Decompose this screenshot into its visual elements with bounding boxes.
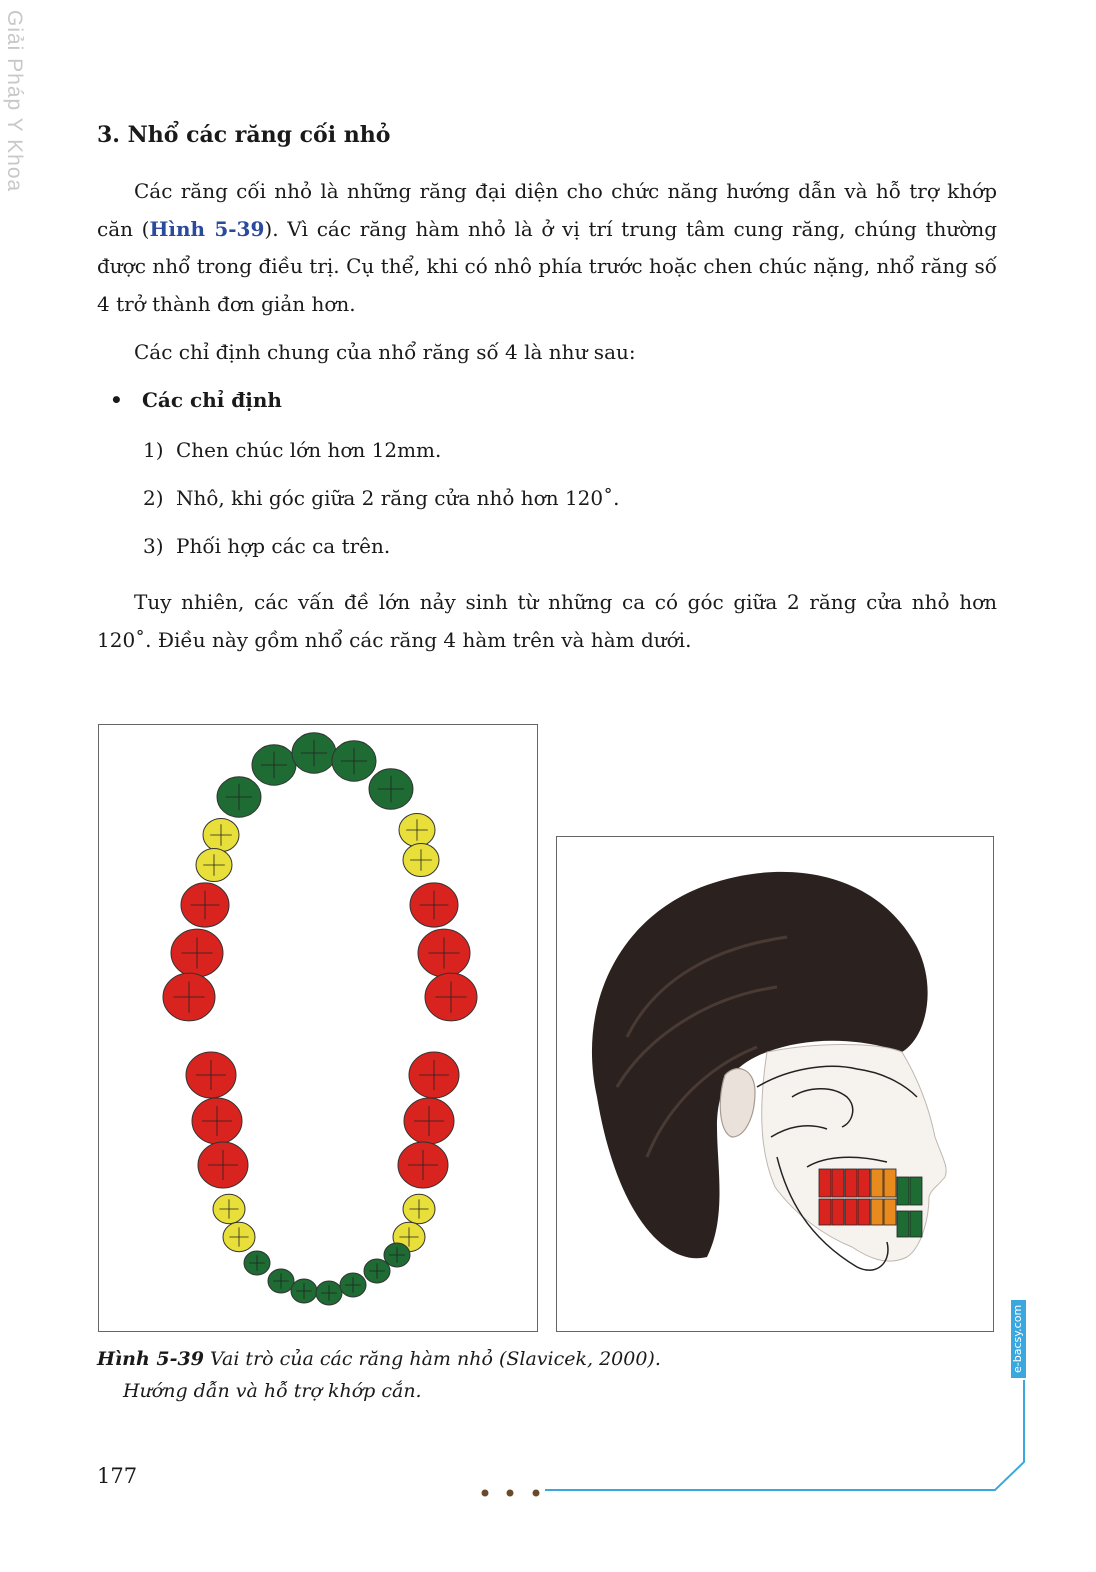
site-tag: e-bacsy.com: [1011, 1300, 1026, 1378]
profile-lower-tooth: [897, 1211, 909, 1237]
profile-lower-tooth: [832, 1199, 844, 1225]
item-text: Nhô, khi góc giữa 2 răng cửa nhỏ hơn 120˚.: [176, 486, 620, 510]
profile-upper-tooth: [871, 1169, 883, 1197]
bullet-label: Các chỉ định: [142, 388, 282, 412]
para1-close: ). Vì các răng hàm nhỏ là ở vị trí trung tâm cung răng, chúng thường được nhổ trong điều trị. Cụ thể, khi có nhô phía trước hoặc chen chúc nặng, nhổ răng số 4 trở thành đơn giản hơn.: [97, 216, 998, 316]
item-text: Chen chúc lớn hơn 12mm.: [176, 438, 442, 462]
para1-open: Các răng cối nhỏ là những răng đại diện cho chức năng hướng dẫn và hỗ trợ khớp căn (: [97, 179, 997, 241]
figure-caption: [97, 1343, 661, 1407]
profile-lower-tooth: [910, 1211, 922, 1237]
side-brand-watermark: Giải Pháp Y Khoa: [3, 10, 26, 193]
profile-lower-tooth: [819, 1199, 831, 1225]
profile-upper-tooth: [884, 1169, 896, 1197]
dot-decoration: [507, 1490, 514, 1497]
item-number: 1): [143, 438, 164, 462]
caption-line-2: Hướng dẫn và hỗ trợ khớp cắn.: [123, 1380, 422, 1402]
caption-label: Hình 5-39: [97, 1348, 204, 1370]
profile-upper-tooth: [832, 1169, 844, 1197]
head-profile-illustration: [557, 837, 992, 1330]
figure-reference-link[interactable]: Hình 5-39: [149, 216, 265, 241]
indication-item: [143, 438, 441, 462]
item-number: 3): [143, 534, 164, 558]
head-profile-figure: [556, 836, 994, 1332]
profile-upper-tooth: [819, 1169, 831, 1197]
indications-bullet: [110, 388, 282, 412]
item-number: 2): [143, 486, 164, 510]
profile-lower-tooth: [884, 1199, 896, 1225]
indication-item: [143, 486, 619, 510]
ear-shape: [720, 1069, 755, 1137]
bullet-dot: •: [110, 388, 123, 412]
dot-decoration: [482, 1490, 489, 1497]
page-number: 177: [97, 1464, 138, 1488]
paragraph-indications-intro: Các chỉ định chung của nhổ răng số 4 là như sau:: [134, 340, 636, 364]
indication-item: [143, 534, 390, 558]
caption-text: Vai trò của các răng hàm nhỏ (Slavicek, 2000).: [203, 1348, 661, 1370]
profile-lower-tooth: [871, 1199, 883, 1225]
profile-upper-tooth: [910, 1177, 922, 1205]
profile-upper-tooth: [845, 1169, 857, 1197]
section-heading: 3. Nhổ các răng cối nhỏ: [97, 122, 391, 148]
profile-upper-tooth: [858, 1169, 870, 1197]
item-text: Phối hợp các ca trên.: [176, 534, 391, 558]
profile-upper-tooth: [897, 1177, 909, 1205]
dental-arch-illustration: [99, 725, 536, 1330]
dental-arch-figure: [98, 724, 538, 1332]
paragraph-intro: [97, 173, 997, 323]
dot-decoration: [533, 1490, 540, 1497]
paragraph-conclusion: Tuy nhiên, các vấn đề lớn nảy sinh từ những ca có góc giữa 2 răng cửa nhỏ hơn 120˚. Điều này gồm nhổ các răng 4 hàm trên và hàm dưới.: [97, 590, 997, 652]
profile-lower-tooth: [858, 1199, 870, 1225]
profile-lower-tooth: [845, 1199, 857, 1225]
